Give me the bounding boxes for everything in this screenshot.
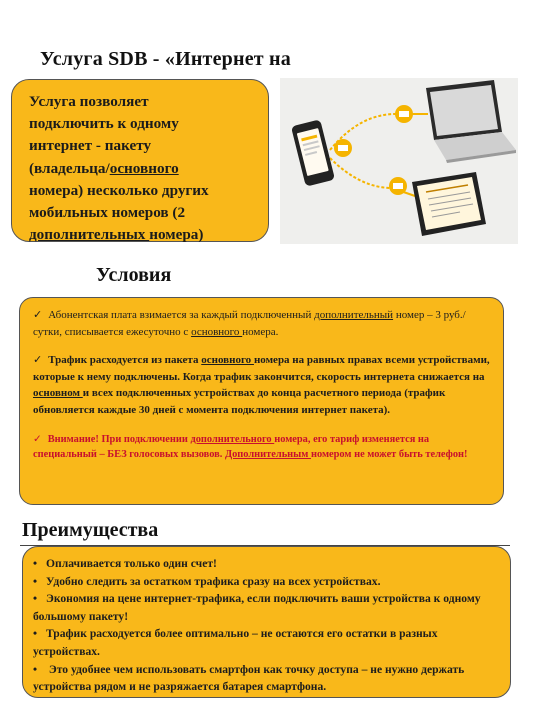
checkmark-icon: ✓ — [33, 308, 43, 321]
connection-badge-icon — [395, 105, 413, 123]
intro-text — [29, 91, 258, 246]
intro-card — [11, 79, 269, 242]
intro-line: Услуга позволяет — [29, 93, 149, 110]
conditions-card — [19, 297, 504, 505]
intro-line: мобильных номеров (2 — [29, 204, 186, 222]
devices-illustration — [280, 78, 518, 244]
advantage-item: • Удобно следить за остатком трафика сразу на всех устройствах. — [33, 573, 500, 591]
bullet-icon: • — [33, 592, 38, 606]
condition-traffic: ✓ Трафик расходуется из пакета основного номера на равных правах всеми устройствами, которые к нему подключены. Когда трафик закончится, скорость интернета снижается на основном и всех подключенных устройствах до конца расчетного периода (трафик обновляется каждые 30 дней с момента подключения интернет пакета). — [33, 353, 490, 416]
connection-badge-icon — [334, 139, 352, 157]
conditions-heading: Условия — [96, 264, 172, 286]
advantage-item: • Экономия на цене интернет-трафика, если подключить ваши устройства к одному большому пакету! — [33, 592, 481, 623]
intro-line: дополнительных номера) — [29, 226, 204, 244]
devices-illustration-svg — [280, 78, 518, 244]
advantages-heading: Преимущества — [22, 519, 159, 541]
advantage-item: • Оплачивается только один счет! — [33, 555, 500, 573]
condition-fee: ✓ Абонентская плата взимается за каждый подключенный дополнительный номер – 3 руб./сутки, списывается ежесуточно с основного номера. — [33, 308, 466, 338]
intro-line: интернет - пакету — [29, 137, 152, 155]
bullet-icon: • — [33, 627, 38, 641]
advantage-item: • Это удобнее чем использовать смартфон как точку доступа – не нужно держать устройства рядом и не разряжается батарея смартфона. — [33, 662, 465, 694]
checkmark-icon: ✓ — [33, 353, 43, 367]
bullet-icon: • — [33, 662, 38, 676]
intro-line: номера) несколько других — [29, 181, 209, 199]
bullet-icon: • — [33, 557, 38, 570]
intro-line: подключить к одному — [29, 115, 179, 133]
condition-warning: ✓ Внимание! При подключении дополнительного номера, его тариф изменяется на специальный – БЕЗ голосовых вызовов. Дополнительным номером не может быть телефон! — [33, 432, 468, 461]
bullet-icon: • — [33, 574, 38, 588]
intro-line: (владельца/основного — [29, 159, 179, 177]
advantages-card — [22, 546, 511, 698]
checkmark-icon: ✓ — [33, 432, 42, 445]
advantage-item: • Трафик расходуется более оптимально – не остаются его остатки в разных устройствах. — [33, 627, 438, 658]
connection-badge-icon — [389, 177, 407, 195]
page-title: Услуга SDB - «Интернет на — [40, 48, 291, 70]
